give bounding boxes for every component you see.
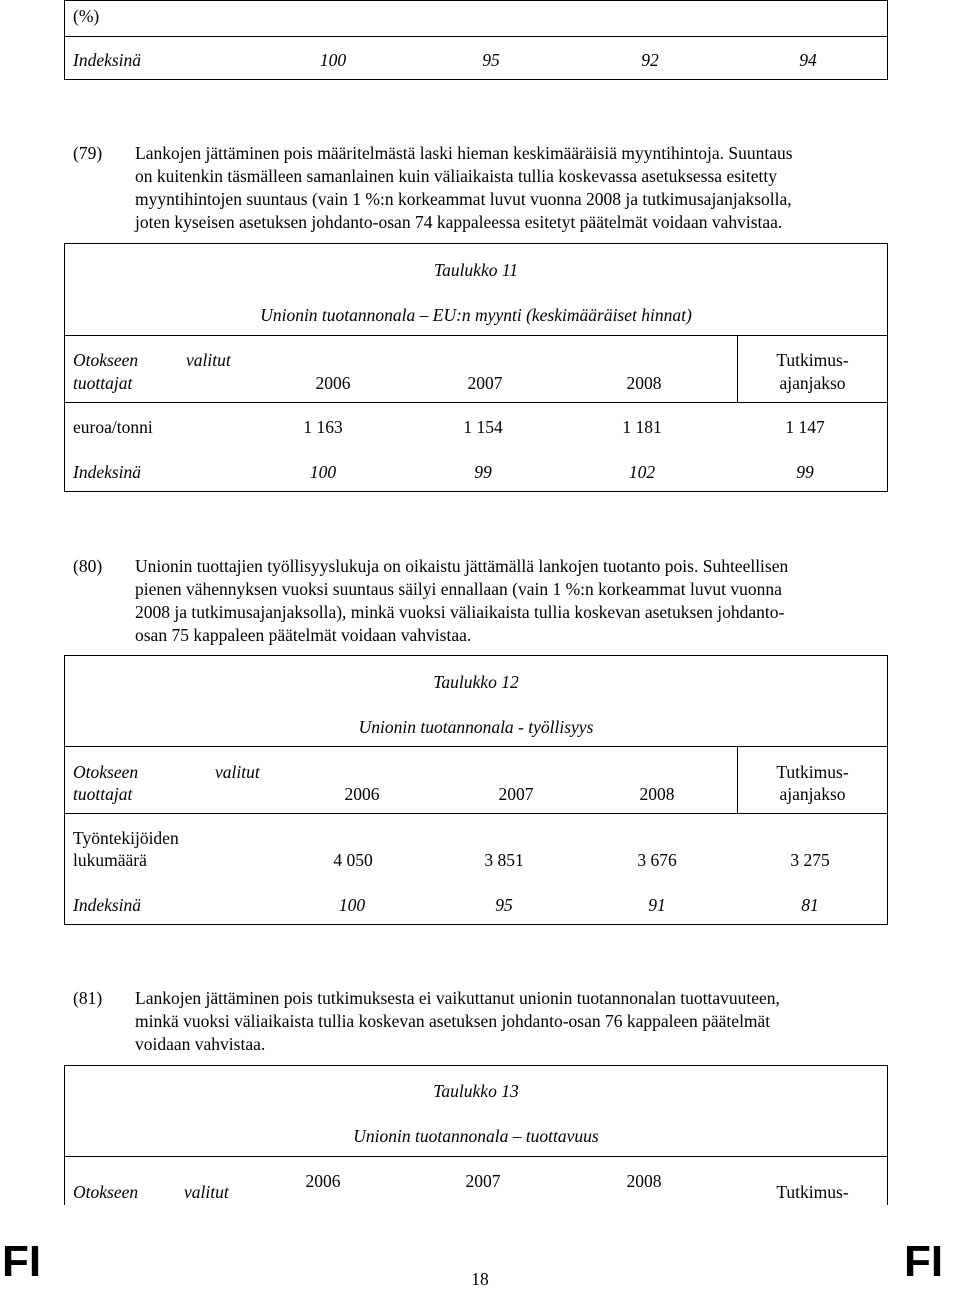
table-12-year-2007: 2007	[498, 784, 534, 804]
top-table-index-ip: 94	[799, 50, 817, 70]
table-12-employees-2007: 3 851	[484, 850, 524, 870]
table-11-price-2006: 1 163	[303, 417, 343, 437]
footer-page-number: 18	[471, 1269, 489, 1289]
table-12-header-divider	[64, 813, 888, 814]
table-13-year-2007: 2007	[465, 1171, 501, 1191]
table-11-year-2008: 2008	[626, 373, 662, 393]
para-79-line-3: myyntihintojen suuntaus (vain 1 %:n korkeammat luvut vuonna 2008 ja tutkimusajanjaksolla,	[135, 189, 792, 209]
table-12-employees-2008: 3 676	[637, 850, 677, 870]
table-13-year-2008: 2008	[626, 1171, 662, 1191]
table-12-index-2007: 95	[495, 895, 513, 915]
table-11-row-label-index: Indeksinä	[73, 462, 142, 482]
table-12-year-2008: 2008	[639, 784, 675, 804]
table-11-header-ip-1: Tutkimus-	[776, 350, 849, 370]
table-13-header-valitut: valitut	[184, 1182, 229, 1202]
table-11-price-2008: 1 181	[622, 417, 662, 437]
para-81-line-1: Lankojen jättäminen pois tutkimuksesta ei vaikuttanut unionin tuotannonalan tuottavuuteen,	[135, 988, 780, 1008]
table-12-subtitle: Unionin tuotannonala - työllisyys	[358, 717, 594, 737]
table-11-index-2007: 99	[474, 462, 492, 482]
table-11-header-valitut: valitut	[186, 350, 231, 370]
table-13-header-otokseen: Otokseen	[73, 1182, 139, 1202]
table-12-header-ip-2: ajanjakso	[779, 784, 846, 804]
para-79-line-4: joten kyseisen asetuksen johdanto-osan 74 kappaleessa esitetyt päätelmät voidaan vahvistaa.	[135, 212, 783, 232]
table-11-price-ip: 1 147	[785, 417, 825, 437]
para-80-number: (80)	[73, 556, 103, 576]
table-12-index-2008: 91	[648, 895, 666, 915]
table-11-header-divider	[64, 402, 888, 403]
table-13-header-ip-1: Tutkimus-	[776, 1182, 849, 1202]
table-12-header-ip-1: Tutkimus-	[776, 762, 849, 782]
top-table-index-2007: 95	[482, 50, 500, 70]
table-11-header-otokseen: Otokseen	[73, 350, 139, 370]
table-13-title-divider	[64, 1156, 888, 1157]
table-13-year-2006: 2006	[305, 1171, 341, 1191]
table-12-header-valitut: valitut	[215, 762, 260, 782]
table-11-year-2007: 2007	[467, 373, 503, 393]
top-table-unit: (%)	[73, 6, 100, 26]
table-12-index-ip: 81	[801, 895, 819, 915]
table-11-title-divider	[64, 335, 888, 336]
table-12-row-label-index: Indeksinä	[73, 895, 142, 915]
table-12-row-label-employees-1: Työntekijöiden	[73, 828, 179, 848]
table-11-header-tuottajat: tuottajat	[73, 373, 133, 393]
table-12-header-tuottajat: tuottajat	[73, 784, 133, 804]
table-12-title: Taulukko 12	[433, 672, 519, 692]
para-79-line-1: Lankojen jättäminen pois määritelmästä laski hieman keskimääräisiä myyntihintoja. Suuntaus	[135, 143, 793, 163]
table-12-index-2006: 100	[338, 895, 366, 915]
para-81-line-2: minkä vuoksi väliaikaista tullia koskevan asetuksen johdanto-osan 76 kappaleen päätelmät	[135, 1011, 771, 1031]
table-11-header-ip-2: ajanjakso	[779, 373, 846, 393]
table-11-year-2006: 2006	[315, 373, 351, 393]
top-table-index-2006: 100	[319, 50, 347, 70]
para-81-line-3: voidaan vahvistaa.	[135, 1034, 266, 1054]
footer-lang-left: FI	[2, 1237, 42, 1286]
table-12-year-2006: 2006	[344, 784, 380, 804]
table-11-index-2008: 102	[628, 462, 656, 482]
para-80-line-2: pienen vähennyksen vuoksi suuntaus säilyi ennallaan (vain 1 %:n korkeammat luvut vuonna	[135, 579, 782, 599]
para-79-number: (79)	[73, 143, 103, 163]
para-79-line-2: on kuitenkin täsmälleen samanlainen kuin väliaikaista tullia koskevassa asetuksessa esitetty	[135, 166, 777, 186]
table-11-title: Taulukko 11	[433, 260, 519, 280]
para-80-line-1: Unionin tuottajien työllisyyslukuja on oikaistu jättämällä lankojen tuotanto pois. Suhteellisen	[135, 556, 789, 576]
table-12-row-label-employees-2: lukumäärä	[73, 850, 147, 870]
table-13-subtitle: Unionin tuotannonala – tuottavuus	[353, 1126, 599, 1146]
top-table-index-label: Indeksinä	[73, 50, 142, 70]
table-11-index-2006: 100	[309, 462, 337, 482]
para-80-line-4: osan 75 kappaleen päätelmät voidaan vahvistaa.	[135, 625, 472, 645]
top-table-divider	[64, 36, 888, 37]
table-12-header-otokseen: Otokseen	[73, 762, 139, 782]
table-11-row-label-price: euroa/tonni	[73, 417, 153, 437]
para-80-line-3: 2008 ja tutkimusajanjaksolla), minkä vuoksi väliaikaista tullia koskevan asetuksen johdanto-	[135, 602, 785, 622]
table-12-title-divider	[64, 746, 888, 747]
table-11-index-ip: 99	[796, 462, 814, 482]
para-81-number: (81)	[73, 988, 103, 1008]
table-13-title: Taulukko 13	[433, 1081, 519, 1101]
table-12-employees-ip: 3 275	[790, 850, 830, 870]
top-table-index-2008: 92	[641, 50, 659, 70]
table-12-employees-2006: 4 050	[333, 850, 373, 870]
table-11-subtitle: Unionin tuotannonala – EU:n myynti (keskimääräiset hinnat)	[260, 305, 692, 325]
table-11-price-2007: 1 154	[463, 417, 503, 437]
footer-lang-right: FI	[904, 1237, 944, 1286]
